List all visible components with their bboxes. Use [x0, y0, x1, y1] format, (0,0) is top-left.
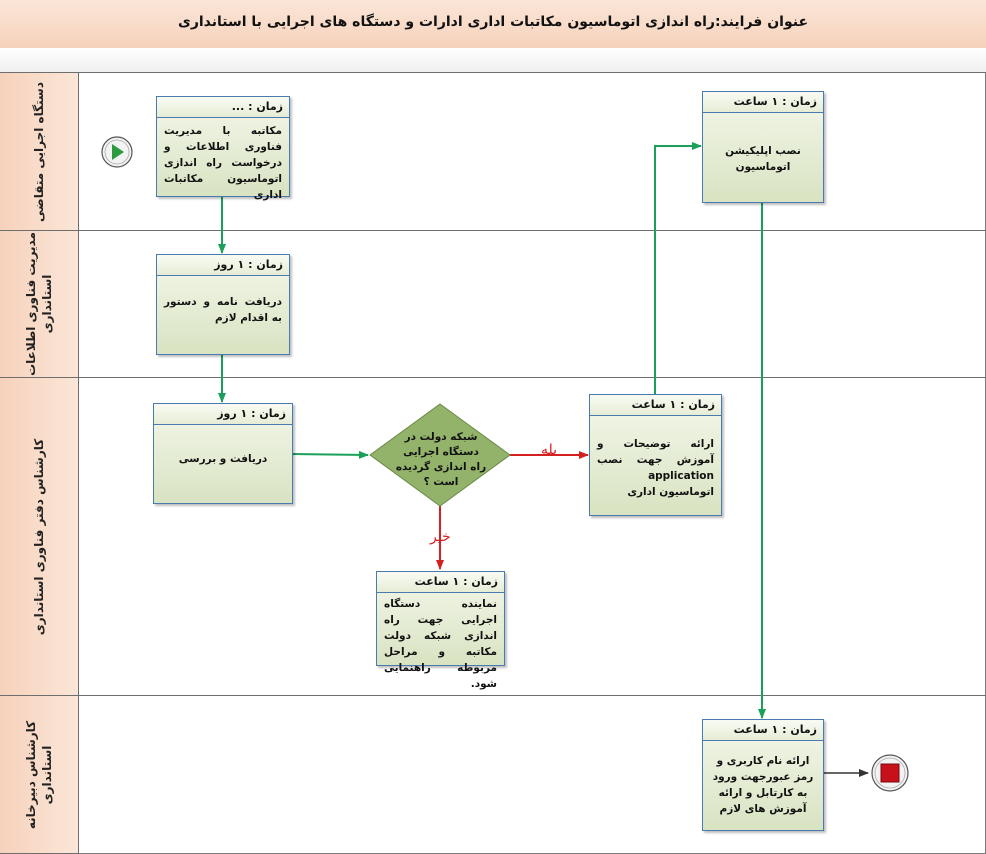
flow-t3-decision [291, 454, 368, 455]
lane-label-applicant: دستگاه اجرایی متقاضی [32, 81, 46, 222]
task-time: زمان : ۱ ساعت [703, 720, 823, 741]
task-guide-representative[interactable] [376, 571, 505, 690]
task-text: نماینده دستگاه اجرایی جهت راه اندازی شبکه دولت مکاتبه و مراحل مربوطه راهنمایی شود. [384, 598, 497, 690]
lane-label-it-management: مدیریت فناوری اطلاعات استانداری [24, 232, 54, 376]
task-time: زمان : ۱ ساعت [377, 572, 504, 593]
task-request-letter[interactable] [156, 96, 290, 201]
task-text: دریافت و بررسی [178, 453, 268, 465]
task-provide-credentials[interactable] [702, 719, 824, 831]
task-time: زمان : ۱ ساعت [590, 395, 721, 416]
task-receive-letter[interactable] [156, 254, 290, 355]
task-text: مکاتبه با مدیریت فناوری اطلاعات و درخواست راه اندازی اتوماسیون مکاتبات اداری [164, 125, 282, 201]
lane-label-it-office-expert: کارشناس دفتر فناوری استانداری [32, 438, 46, 635]
flow-t4-t5 [655, 146, 701, 394]
task-time: زمان : ... [157, 97, 289, 118]
decision-label: شبکه دولت در دستگاه اجرایی راه اندازی گردیده است ؟ [395, 431, 487, 488]
lane-label-secretariat-expert: کارشناس دبیرخانه استانداری [24, 720, 54, 829]
task-text: ارائه توضیحات و آموزش جهت نصب application اتوماسیون اداری [597, 438, 714, 498]
yes-label: بله [541, 442, 558, 458]
task-time: زمان : ۱ روز [154, 404, 292, 425]
no-label: خیر [430, 529, 451, 545]
task-text: نصب اپلیکیشن اتوماسیون [725, 145, 801, 173]
task-text: ارائه نام کاربری و رمز عبورجهت ورود به کارتابل و ارائه آموزش های لازم [712, 755, 814, 815]
task-receive-review[interactable] [153, 403, 293, 504]
task-time: زمان : ۱ ساعت [703, 92, 823, 113]
diagram-title: عنوان فرایند:راه اندازی اتوماسیون مکاتبات اداری ادارات و دستگاه های اجرایی با استانداری [177, 14, 809, 30]
stop-icon [881, 764, 899, 782]
task-text: دریافت نامه و دستور به اقدام لازم [164, 296, 282, 324]
task-training-install[interactable] [589, 394, 722, 516]
task-time: زمان : ۱ روز [157, 255, 289, 276]
task-install-app[interactable] [702, 91, 824, 203]
